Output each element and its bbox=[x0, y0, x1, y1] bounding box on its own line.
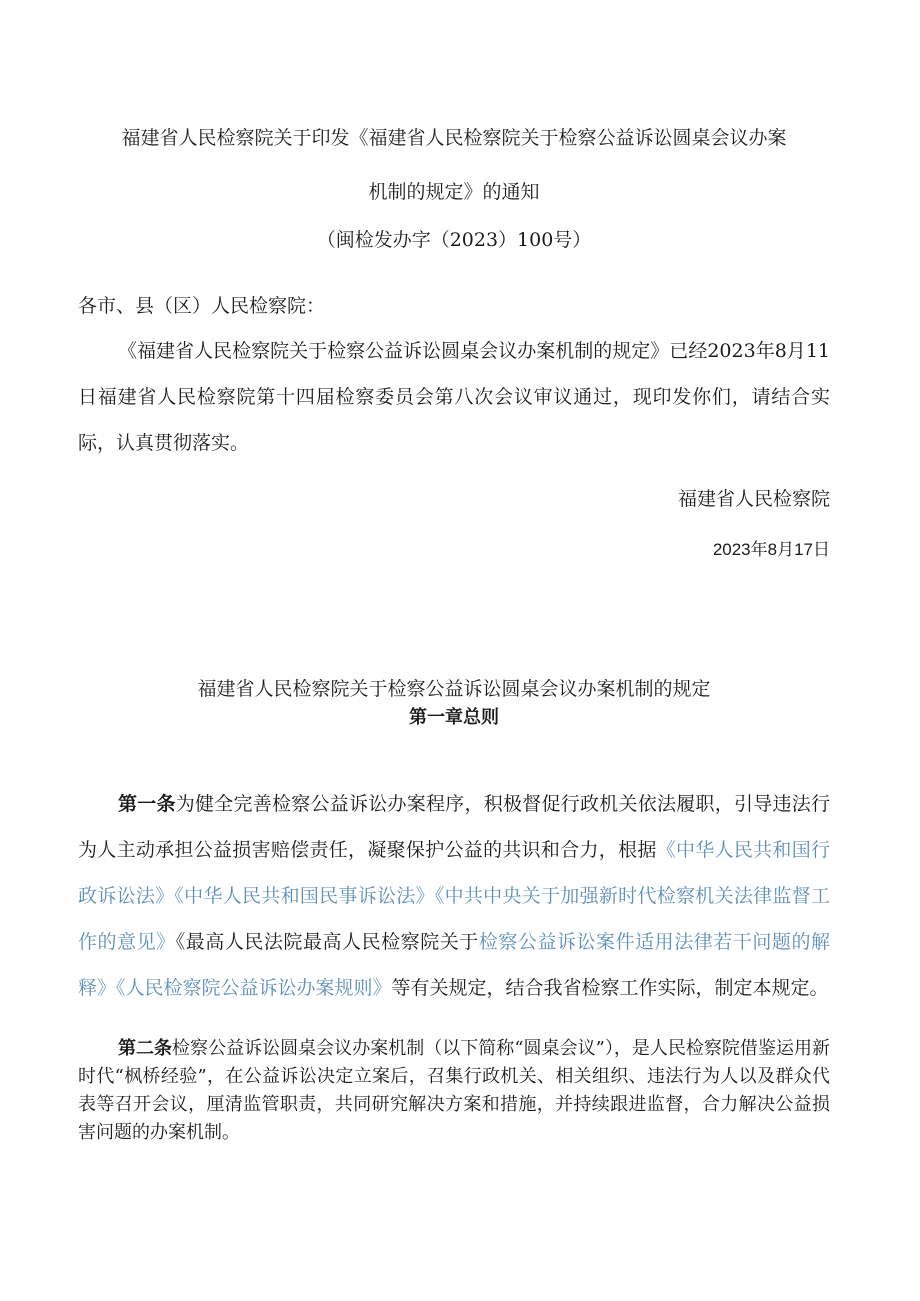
issue-date: 2023年8月17日 bbox=[712, 540, 830, 559]
notice-title-line2: 机制的规定》的通知 bbox=[368, 181, 540, 203]
law-link-procuratorate-rules[interactable]: 《人民检察院公益诉讼办案规则》 bbox=[116, 977, 392, 999]
salutation: 各市、县（区）人民检察院： bbox=[78, 295, 326, 317]
article-1-text-c: 等有关规定，结合我省检察工作实际，制定本规定。 bbox=[391, 977, 829, 999]
article-2 bbox=[78, 1011, 830, 1147]
article-2-text: 检察公益诉讼圆桌会议办案机制（以下简称“圆桌会议”），是人民检察院借鉴运用新时代“枫桥经验”，在公益诉讼决定立案后，召集行政机关、相关组织、违法行为人以及群众代表等召开会议，厘清监管职责，共同研究解决方案和措施，并持续跟进监督，合力解决公益损害问题的办案机制。 bbox=[78, 1038, 830, 1143]
article-1 bbox=[78, 727, 830, 1011]
article-2-label: 第二条 bbox=[118, 1038, 173, 1059]
law-link-civil-procedure[interactable]: 《中华人民共和国民事诉讼法》 bbox=[174, 885, 435, 907]
law-link-judicial-interpretation[interactable]: 检察公益诉讼案件适用法律若干问题的解释》 bbox=[78, 931, 830, 999]
chapter-heading: 第一章总则 bbox=[409, 707, 499, 728]
law-link-administrative-procedure[interactable]: 《中华人民共和国行政诉讼法》 bbox=[78, 839, 830, 907]
notice-body: 《福建省人民检察院关于检察公益诉讼圆桌会议办案机制的规定》已经2023年8月11日福建省人民检察院第十四届检察委员会第八次会议审议通过，现印发你们，请结合实际，认真贯彻落实。 bbox=[78, 340, 830, 454]
doc-number: （闽检发办字（2023）100号） bbox=[316, 229, 592, 251]
law-link-central-committee-opinion[interactable]: 《中共中央关于加强新时代检察机关法律监督工作的意见》 bbox=[78, 885, 830, 953]
issuer-signature: 福建省人民检察院 bbox=[677, 488, 830, 510]
article-1-label: 第一条 bbox=[118, 793, 176, 815]
notice-title-line1: 福建省人民检察院关于印发《福建省人民检察院关于检察公益诉讼圆桌会议办案 bbox=[121, 127, 787, 149]
article-1-text-a: 为健全完善检察公益诉讼办案程序，积极督促行政机关依法履职，引导违法行为人主动承担公益损害赔偿责任，凝聚保护公益的共识和合力，根据 bbox=[78, 793, 830, 861]
article-1-text-b: 《最高人民法院最高人民检察院关于 bbox=[175, 931, 479, 953]
regulation-title: 福建省人民检察院关于检察公益诉讼圆桌会议办案机制的规定 bbox=[197, 678, 711, 700]
